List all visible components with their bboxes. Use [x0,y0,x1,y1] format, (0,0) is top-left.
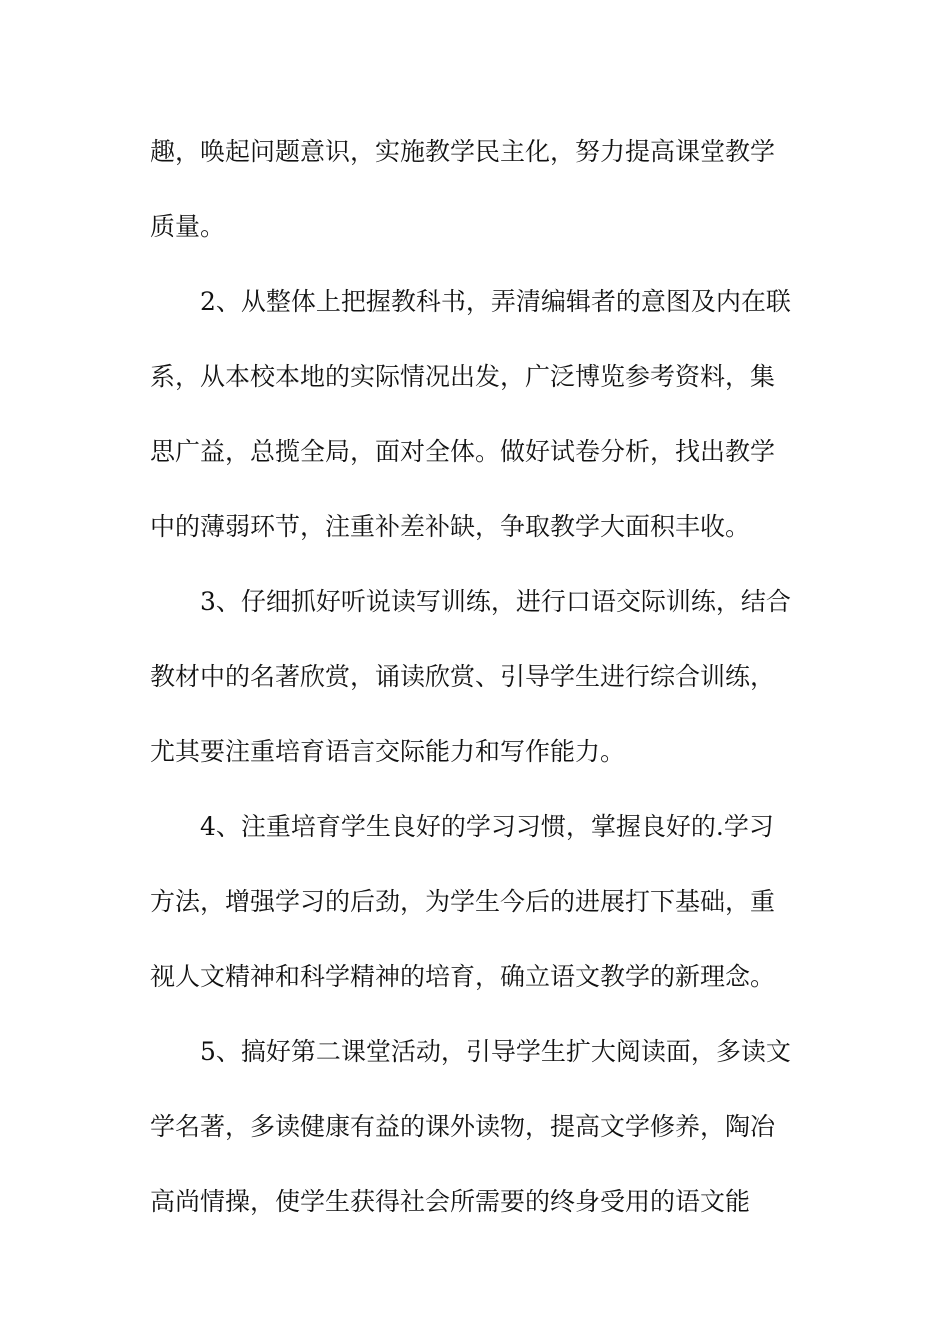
text-line: 趣，唤起问题意识，实施教学民主化，努力提高课堂教学 [150,137,776,166]
text-line: 思广益，总揽全局，面对全体。做好试卷分析，找出教学 [150,437,776,466]
text-line: 质量。 [150,212,226,241]
paragraph-5-start: 5、搞好第二课堂活动，引导学生扩大阅读面，多读文 [200,1037,791,1066]
document-body [150,120,810,1245]
text-line: 系，从本校本地的实际情况出发，广泛博览参考资料，集 [150,362,776,391]
paragraph-3-start: 3、仔细抓好听说读写训练，进行口语交际训练，结合 [200,587,791,616]
text-line: 尤其要注重培育语言交际能力和写作能力。 [150,737,626,766]
text-line: 视人文精神和科学精神的培育，确立语文教学的新理念。 [150,962,776,991]
text-line: 学名著，多读健康有益的课外读物，提高文学修养，陶冶 [150,1112,776,1141]
paragraph-2-start: 2、从整体上把握教科书，弄清编辑者的意图及内在联 [200,287,791,316]
text-line: 中的薄弱环节，注重补差补缺，争取教学大面积丰收。 [150,512,751,541]
paragraph-4-start: 4、注重培育学生良好的学习习惯，掌握良好的.学习 [200,812,774,841]
text-line: 方法，增强学习的后劲，为学生今后的进展打下基础，重 [150,887,776,916]
text-line: 高尚情操，使学生获得社会所需要的终身受用的语文能 [150,1187,751,1216]
text-line: 教材中的名著欣赏，诵读欣赏、引导学生进行综合训练， [150,662,776,691]
